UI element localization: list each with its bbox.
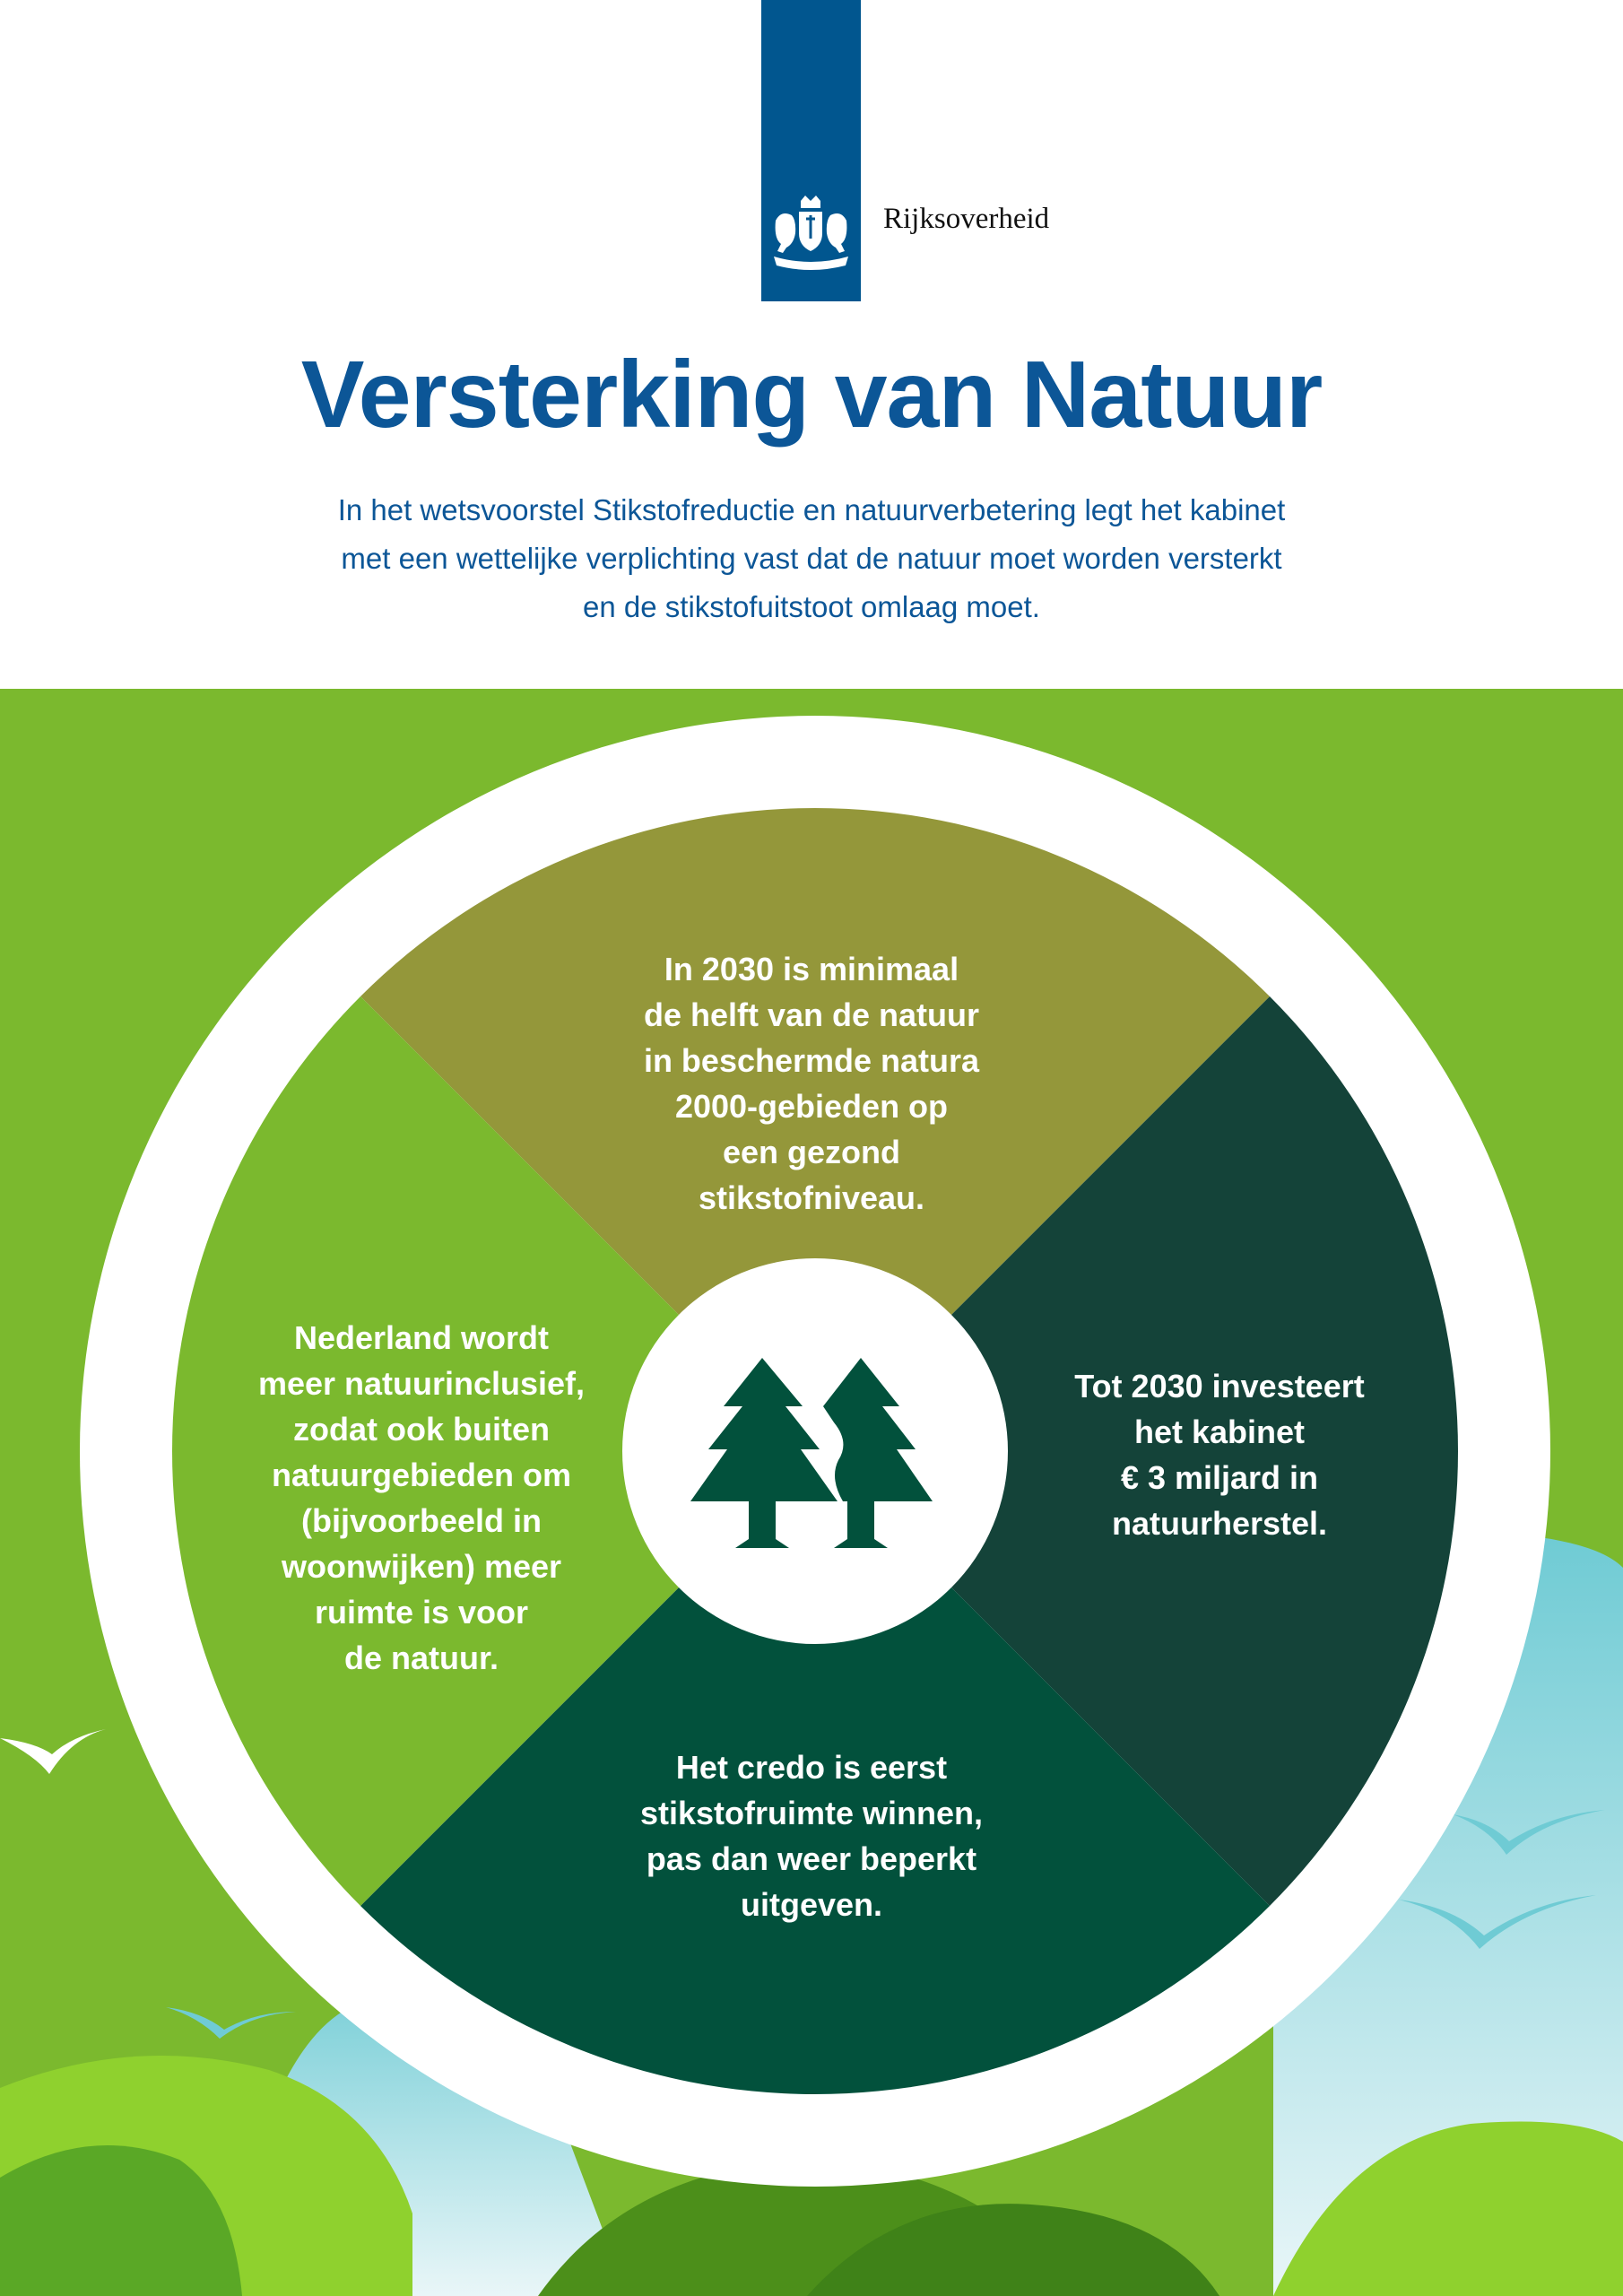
page-title: Versterking van Natuur	[300, 342, 1323, 448]
quadrant-left-text: Nederland wordt meer natuurinclusief, zodat ook buiten natuurgebieden om (bijvoorbeeld in woonwijken) meer ruimte is voor de natuur.	[257, 1319, 586, 1676]
center-circle	[622, 1258, 1008, 1644]
rijksoverheid-logo-bar	[761, 0, 861, 301]
quadrant-right-text: Tot 2030 investeert het kabinet € 3 miljard in natuurherstel.	[1074, 1368, 1365, 1542]
intro-text: In het wetsvoorstel Stikstofreductie en natuurverbetering legt het kabinet met een wettelijke verplichting vast dat de natuur moet worden versterkt en de stikstofuitstoot omlaag moet.	[337, 493, 1286, 623]
quadrant-bottom-text: Het credo is eerst stikstofruimte winnen, pas dan weer beperkt uitgeven.	[639, 1749, 984, 1923]
quadrant-top-text: In 2030 is minimaal de helft van de natuur in beschermde natura 2000-gebieden op een gezond stikstofniveau.	[643, 951, 980, 1216]
logo-text: Rijksoverheid	[883, 203, 1050, 235]
coat-of-arms-icon	[767, 194, 855, 274]
